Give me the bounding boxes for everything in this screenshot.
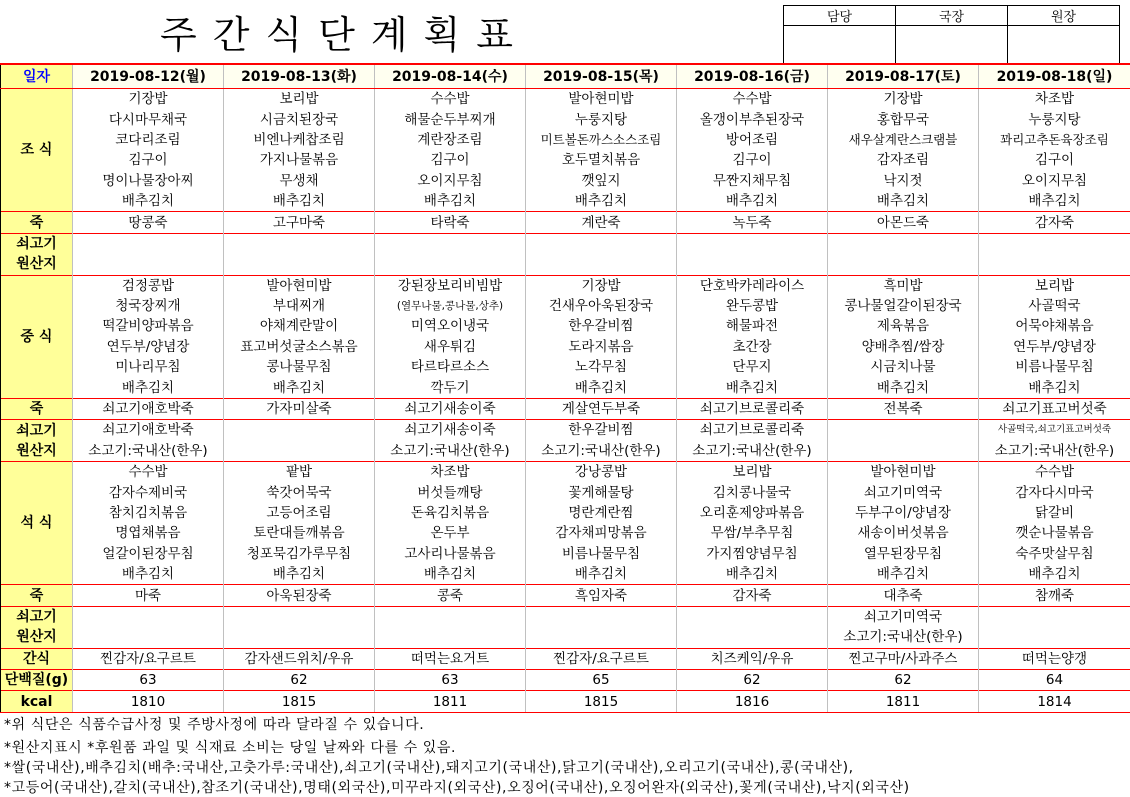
menu-item: 배추김치 xyxy=(979,564,1130,585)
origin-item xyxy=(828,233,979,254)
menu-item: 비름나물무침 xyxy=(979,357,1130,377)
page-title: 주간식단계획표 xyxy=(160,10,540,60)
lunch_porridge-row xyxy=(1,398,1130,419)
dinner-row xyxy=(1,482,1130,502)
menu-item: 호두멸치볶음 xyxy=(526,150,677,170)
menu-item: 온두부 xyxy=(375,523,526,543)
menu-item: 보리밥 xyxy=(979,275,1130,296)
lunch-row xyxy=(1,337,1130,357)
porridge-item: 아몬드죽 xyxy=(828,212,979,233)
menu-item: 새우살계란스크램블 xyxy=(828,130,979,150)
menu-item: 닭갈비 xyxy=(979,503,1130,523)
origin-item xyxy=(224,606,375,627)
menu-item: 수수밥 xyxy=(677,89,828,110)
menu-item: 열무된장무침 xyxy=(828,544,979,564)
menu-item: 계란장조림 xyxy=(375,130,526,150)
menu-item: 코다리조림 xyxy=(73,130,224,150)
origin-item xyxy=(73,233,224,254)
origin-label-line-1: 쇠고기 xyxy=(1,607,72,627)
origin-detail xyxy=(224,441,375,462)
menu-item: 검정콩밥 xyxy=(73,275,224,296)
approval-label-director: 국장 xyxy=(896,6,1008,26)
menu-item: 해물파전 xyxy=(677,316,828,336)
menu-item: 수수밥 xyxy=(73,462,224,483)
porridge-item: 감자죽 xyxy=(979,212,1130,233)
menu-item: 낙지젓 xyxy=(828,171,979,191)
snack-item: 찐감자/요구르트 xyxy=(526,648,677,669)
menu-item: 누룽지탕 xyxy=(526,109,677,129)
breakfast_porridge-row xyxy=(1,212,1130,233)
menu-item: 새송이버섯볶음 xyxy=(828,523,979,543)
porridge-item: 콩죽 xyxy=(375,585,526,606)
menu-item: 쑥갓어묵국 xyxy=(224,482,375,502)
menu-item: 초간장 xyxy=(677,337,828,357)
menu-item: 누룽지탕 xyxy=(979,109,1130,129)
menu-item: 노각무침 xyxy=(526,357,677,377)
porridge-item: 고구마죽 xyxy=(224,212,375,233)
menu-item: 배추김치 xyxy=(224,377,375,398)
lunch_origin-row xyxy=(1,441,1130,462)
origin-item xyxy=(73,606,224,627)
menu-item: 배추김치 xyxy=(828,564,979,585)
breakfast-row xyxy=(1,130,1130,150)
origin-item xyxy=(677,233,828,254)
menu-item: 배추김치 xyxy=(526,564,677,585)
menu-item: 꽈리고추돈육장조림 xyxy=(979,130,1130,150)
menu-item: 발아현미밥 xyxy=(224,275,375,296)
lunch-row xyxy=(1,357,1130,377)
menu-item: 단호박카레라이스 xyxy=(677,275,828,296)
date-cell: 2019-08-14(수) xyxy=(375,64,526,89)
porridge-item: 가자미살죽 xyxy=(224,398,375,419)
menu-item: 감자채피망볶음 xyxy=(526,523,677,543)
origin-detail xyxy=(677,254,828,275)
menu-item: 연두부/양념장 xyxy=(73,337,224,357)
menu-item: 팥밥 xyxy=(224,462,375,483)
menu-item: 시금치나물 xyxy=(828,357,979,377)
origin-detail xyxy=(828,441,979,462)
protein-value: 63 xyxy=(375,669,526,690)
protein-label: 단백질(g) xyxy=(1,669,73,690)
protein-value: 63 xyxy=(73,669,224,690)
porridge-item: 흑임자죽 xyxy=(526,585,677,606)
menu-item: 가지찜양념무침 xyxy=(677,544,828,564)
porridge-label: 죽 xyxy=(1,585,73,606)
menu-item: 김구이 xyxy=(677,150,828,170)
menu-item: 가지나물볶음 xyxy=(224,150,375,170)
protein-value: 64 xyxy=(979,669,1130,690)
menu-item: 청국장찌개 xyxy=(73,296,224,316)
menu-item: 배추김치 xyxy=(224,191,375,212)
snack-row xyxy=(1,648,1130,669)
approval-label-staff: 담당 xyxy=(784,6,896,26)
menu-item: 보리밥 xyxy=(224,89,375,110)
lunch-row xyxy=(1,316,1130,336)
breakfast-row xyxy=(1,171,1130,191)
lunch_origin-row xyxy=(1,420,1130,441)
approval-label-head: 원장 xyxy=(1008,6,1120,26)
origin-detail xyxy=(526,254,677,275)
menu-item: 비름나물무침 xyxy=(526,544,677,564)
menu-item: 사골떡국 xyxy=(979,296,1130,316)
menu-item: 배추김치 xyxy=(73,191,224,212)
note-2: *원산지표시 *후원품 과일 및 식재료 소비는 당일 날짜와 다를 수 있음. xyxy=(4,737,456,757)
porridge-item: 쇠고기애호박죽 xyxy=(73,398,224,419)
menu-item: 도라지볶음 xyxy=(526,337,677,357)
menu-item: 감자다시마국 xyxy=(979,482,1130,502)
menu-item: 명이나물장아찌 xyxy=(73,171,224,191)
date-cell: 2019-08-15(목) xyxy=(526,64,677,89)
menu-item: 배추김치 xyxy=(677,191,828,212)
menu-item: 홍합무국 xyxy=(828,109,979,129)
breakfast-row xyxy=(1,89,1130,110)
menu-item: 다시마무채국 xyxy=(73,109,224,129)
origin-detail xyxy=(73,254,224,275)
menu-item: 새우튀김 xyxy=(375,337,526,357)
porridge-item: 땅콩죽 xyxy=(73,212,224,233)
approval-signature-staff[interactable] xyxy=(784,26,896,65)
menu-item: 야채계란말이 xyxy=(224,316,375,336)
kcal-value: 1811 xyxy=(828,691,979,712)
menu-item: 김구이 xyxy=(375,150,526,170)
origin-label-line-1: 쇠고기 xyxy=(1,421,72,441)
porridge-item: 쇠고기브로콜리죽 xyxy=(677,398,828,419)
breakfast-label: 조 식 xyxy=(1,89,73,212)
kcal-value: 1810 xyxy=(73,691,224,712)
menu-item: 청포묵김가루무침 xyxy=(224,544,375,564)
menu-item: 강낭콩밥 xyxy=(526,462,677,483)
origin-label xyxy=(1,420,73,462)
breakfast-row xyxy=(1,150,1130,170)
menu-item: 부대찌개 xyxy=(224,296,375,316)
menu-item: 기장밥 xyxy=(828,89,979,110)
menu-item: 차조밥 xyxy=(979,89,1130,110)
menu-item: 비엔나케찹조림 xyxy=(224,130,375,150)
origin-detail xyxy=(73,627,224,648)
menu-item: 미나리무침 xyxy=(73,357,224,377)
origin-label-line-2: 원산지 xyxy=(1,441,72,461)
protein-value: 62 xyxy=(677,669,828,690)
porridge-item: 녹두죽 xyxy=(677,212,828,233)
menu-item: 배추김치 xyxy=(375,564,526,585)
porridge-item: 대추죽 xyxy=(828,585,979,606)
menu-item: 차조밥 xyxy=(375,462,526,483)
porridge-item: 계란죽 xyxy=(526,212,677,233)
date-cell: 2019-08-17(토) xyxy=(828,64,979,89)
menu-item: 깍두기 xyxy=(375,377,526,398)
origin-item xyxy=(224,420,375,441)
menu-item: 감자수제비국 xyxy=(73,482,224,502)
kcal-value: 1814 xyxy=(979,691,1130,712)
porridge-item: 게살연두부죽 xyxy=(526,398,677,419)
date-cell: 2019-08-12(월) xyxy=(73,64,224,89)
dinner-row xyxy=(1,544,1130,564)
porridge-label: 죽 xyxy=(1,212,73,233)
origin-detail: 소고기:국내산(한우) xyxy=(677,441,828,462)
origin-item xyxy=(526,606,677,627)
snack-item: 찐고구마/사과주스 xyxy=(828,648,979,669)
menu-item: 배추김치 xyxy=(526,191,677,212)
menu-item: 제육볶음 xyxy=(828,316,979,336)
dinner-row xyxy=(1,564,1130,585)
menu-item: 배추김치 xyxy=(979,191,1130,212)
menu-item: 무생채 xyxy=(224,171,375,191)
protein-value: 62 xyxy=(224,669,375,690)
date-cell: 2019-08-13(화) xyxy=(224,64,375,89)
origin-detail xyxy=(526,627,677,648)
menu-item: 버섯들깨탕 xyxy=(375,482,526,502)
menu-item: 돈육김치볶음 xyxy=(375,503,526,523)
date-cell: 2019-08-16(금) xyxy=(677,64,828,89)
kcal-label: kcal xyxy=(1,691,73,712)
dinner-row xyxy=(1,523,1130,543)
kcal-value: 1811 xyxy=(375,691,526,712)
menu-item: 명란계란찜 xyxy=(526,503,677,523)
lunch-row xyxy=(1,377,1130,398)
menu-item: 보리밥 xyxy=(677,462,828,483)
kcal-row xyxy=(1,691,1130,712)
menu-item: 흑미밥 xyxy=(828,275,979,296)
menu-item: 숙주맛살무침 xyxy=(979,544,1130,564)
origin-detail xyxy=(375,254,526,275)
menu-item: 고사리나물볶음 xyxy=(375,544,526,564)
menu-item: 타르타르소스 xyxy=(375,357,526,377)
menu-item: 발아현미밥 xyxy=(828,462,979,483)
menu-item: 떡갈비양파볶음 xyxy=(73,316,224,336)
menu-item: (열무나물,콩나물,상추) xyxy=(375,296,526,316)
origin-item xyxy=(224,233,375,254)
protein-row xyxy=(1,669,1130,690)
menu-item: 오리훈제양파볶음 xyxy=(677,503,828,523)
lunch-row xyxy=(1,275,1130,296)
menu-item: 고등어조림 xyxy=(224,503,375,523)
dinner_porridge-row xyxy=(1,585,1130,606)
origin-item: 쇠고기애호박죽 xyxy=(73,420,224,441)
note-3: *쌀(국내산),배추김치(배추:국내산,고춧가루:국내산),쇠고기(국내산),돼지고기(국내산),닭고기(국내산),오리고기(국내산),콩(국내산), xyxy=(4,757,854,777)
dinner-label: 석 식 xyxy=(1,462,73,585)
menu-item: 명엽채볶음 xyxy=(73,523,224,543)
origin-item: 한우갈비찜 xyxy=(526,420,677,441)
menu-item: 깻잎지 xyxy=(526,171,677,191)
menu-item: 얼갈이된장무침 xyxy=(73,544,224,564)
breakfast-row xyxy=(1,191,1130,212)
origin-item xyxy=(375,233,526,254)
note-4: *고등어(국내산),갈치(국내산),참조기(국내산),명태(외국산),미꾸라지(외국산),오징어(국내산),오징어완자(외국산),꽃게(국내산),낙지(외국산) xyxy=(4,777,910,797)
porridge-item: 타락죽 xyxy=(375,212,526,233)
menu-item: 배추김치 xyxy=(828,191,979,212)
menu-item: 두부구이/양념장 xyxy=(828,503,979,523)
menu-item: 기장밥 xyxy=(526,275,677,296)
menu-item: 양배추찜/쌈장 xyxy=(828,337,979,357)
dinner_origin-row xyxy=(1,627,1130,648)
menu-item: 배추김치 xyxy=(375,191,526,212)
origin-item xyxy=(828,420,979,441)
menu-item: 건새우아욱된장국 xyxy=(526,296,677,316)
approval-signature-director[interactable] xyxy=(896,26,1008,65)
menu-item: 배추김치 xyxy=(73,564,224,585)
dinner-row xyxy=(1,503,1130,523)
kcal-value: 1815 xyxy=(224,691,375,712)
menu-item: 시금치된장국 xyxy=(224,109,375,129)
porridge-item: 감자죽 xyxy=(677,585,828,606)
porridge-item: 아욱된장죽 xyxy=(224,585,375,606)
origin-item xyxy=(979,606,1130,627)
lunch-row xyxy=(1,296,1130,316)
menu-item: 배추김치 xyxy=(677,377,828,398)
menu-item: 배추김치 xyxy=(73,377,224,398)
menu-item: 미역오이냉국 xyxy=(375,316,526,336)
origin-item: 사골떡국,쇠고기표고버섯죽 xyxy=(979,420,1130,441)
porridge-item: 쇠고기표고버섯죽 xyxy=(979,398,1130,419)
origin-detail xyxy=(828,254,979,275)
menu-item: 콩나물무침 xyxy=(224,357,375,377)
origin-detail xyxy=(224,627,375,648)
menu-item: 해물순두부찌개 xyxy=(375,109,526,129)
porridge-label: 죽 xyxy=(1,398,73,419)
menu-item: 방어조림 xyxy=(677,130,828,150)
menu-item: 깻순나물볶음 xyxy=(979,523,1130,543)
origin-detail xyxy=(375,627,526,648)
porridge-item: 마죽 xyxy=(73,585,224,606)
origin-detail xyxy=(979,627,1130,648)
menu-item: 수수밥 xyxy=(375,89,526,110)
origin-item xyxy=(526,233,677,254)
menu-item: 표고버섯굴소스볶음 xyxy=(224,337,375,357)
origin-detail xyxy=(677,627,828,648)
menu-item: 연두부/양념장 xyxy=(979,337,1130,357)
dinner-row xyxy=(1,462,1130,483)
origin-item: 쇠고기새송이죽 xyxy=(375,420,526,441)
menu-item: 콩나물얼갈이된장국 xyxy=(828,296,979,316)
menu-item: 어묵야채볶음 xyxy=(979,316,1130,336)
menu-item: 참치김치볶음 xyxy=(73,503,224,523)
origin-detail xyxy=(979,254,1130,275)
porridge-item: 쇠고기새송이죽 xyxy=(375,398,526,419)
lunch-label: 중 식 xyxy=(1,275,73,398)
menu-item: 오이지무침 xyxy=(979,171,1130,191)
origin-item xyxy=(375,606,526,627)
origin-label xyxy=(1,233,73,275)
menu-item: 김구이 xyxy=(73,150,224,170)
menu-item: 감자조림 xyxy=(828,150,979,170)
menu-item: 수수밥 xyxy=(979,462,1130,483)
menu-item: 오이지무침 xyxy=(375,171,526,191)
breakfast-row xyxy=(1,109,1130,129)
date-cell: 2019-08-18(일) xyxy=(979,64,1130,89)
date-header-label: 일자 xyxy=(1,64,73,89)
menu-item: 배추김치 xyxy=(224,564,375,585)
menu-item: 단무지 xyxy=(677,357,828,377)
origin-detail: 소고기:국내산(한우) xyxy=(828,627,979,648)
dinner_origin-row xyxy=(1,606,1130,627)
origin-detail: 소고기:국내산(한우) xyxy=(375,441,526,462)
menu-item: 발아현미밥 xyxy=(526,89,677,110)
snack-item: 감자샌드위치/우유 xyxy=(224,648,375,669)
origin-item xyxy=(677,606,828,627)
porridge-item: 전복죽 xyxy=(828,398,979,419)
menu-item: 무짠지채무침 xyxy=(677,171,828,191)
menu-item: 강된장보리비빔밥 xyxy=(375,275,526,296)
origin-label-line-2: 원산지 xyxy=(1,627,72,647)
snack-item: 떠먹는요거트 xyxy=(375,648,526,669)
porridge-item: 참깨죽 xyxy=(979,585,1130,606)
menu-item: 기장밥 xyxy=(73,89,224,110)
menu-item: 한우갈비찜 xyxy=(526,316,677,336)
menu-item: 김구이 xyxy=(979,150,1130,170)
kcal-value: 1816 xyxy=(677,691,828,712)
snack-label: 간식 xyxy=(1,648,73,669)
origin-label xyxy=(1,606,73,648)
menu-item: 꽃게해물탕 xyxy=(526,482,677,502)
menu-item: 배추김치 xyxy=(526,377,677,398)
protein-value: 65 xyxy=(526,669,677,690)
date-header-row xyxy=(1,64,1130,89)
menu-item: 배추김치 xyxy=(828,377,979,398)
menu-item: 김치콩나물국 xyxy=(677,482,828,502)
protein-value: 62 xyxy=(828,669,979,690)
breakfast_origin-row xyxy=(1,254,1130,275)
menu-item: 미트볼돈까스소스조림 xyxy=(526,130,677,150)
menu-item: 쇠고기미역국 xyxy=(828,482,979,502)
origin-detail xyxy=(224,254,375,275)
menu-item: 완두콩밥 xyxy=(677,296,828,316)
menu-item: 토란대들깨볶음 xyxy=(224,523,375,543)
origin-item: 쇠고기미역국 xyxy=(828,606,979,627)
origin-label-line-1: 쇠고기 xyxy=(1,234,72,254)
meal-plan-table xyxy=(0,63,1130,713)
origin-detail: 소고기:국내산(한우) xyxy=(73,441,224,462)
origin-item xyxy=(979,233,1130,254)
menu-item: 배추김치 xyxy=(677,564,828,585)
origin-detail: 소고기:국내산(한우) xyxy=(526,441,677,462)
menu-item: 배추김치 xyxy=(979,377,1130,398)
kcal-value: 1815 xyxy=(526,691,677,712)
menu-item: 올갱이부추된장국 xyxy=(677,109,828,129)
origin-label-line-2: 원산지 xyxy=(1,254,72,274)
approval-box xyxy=(783,5,1120,65)
note-1: *위 식단은 식품수급사정 및 주방사정에 따라 달라질 수 있습니다. xyxy=(4,714,424,734)
origin-item: 쇠고기브로콜리죽 xyxy=(677,420,828,441)
menu-item: 무쌈/부추무침 xyxy=(677,523,828,543)
breakfast_origin-row xyxy=(1,233,1130,254)
approval-signature-head[interactable] xyxy=(1008,26,1120,65)
snack-item: 찐감자/요구르트 xyxy=(73,648,224,669)
snack-item: 치즈케익/우유 xyxy=(677,648,828,669)
origin-detail: 소고기:국내산(한우) xyxy=(979,441,1130,462)
snack-item: 떠먹는양갱 xyxy=(979,648,1130,669)
